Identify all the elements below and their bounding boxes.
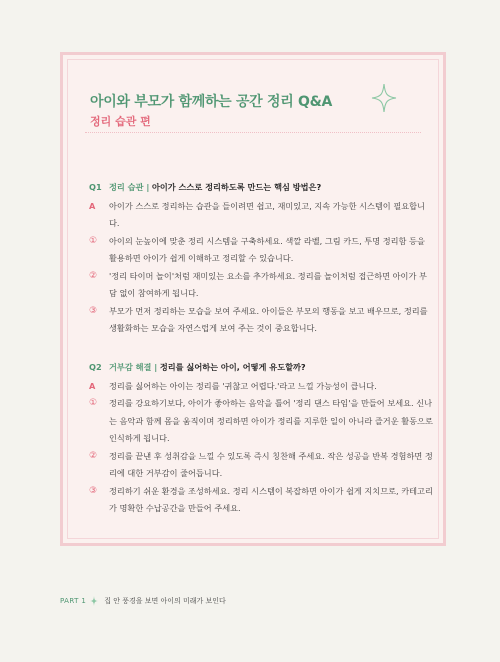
list-item — [89, 233, 433, 268]
card-title: 아이와 부모가 함께하는 공간 정리 Q&A — [90, 94, 333, 110]
answer-row — [89, 378, 433, 396]
question-category: 거부감 해결 | — [109, 362, 158, 372]
question-row — [89, 179, 433, 197]
question-number: Q2 — [89, 362, 102, 372]
footer-chapter-title: 집 안 풍경을 보면 아이의 미래가 보인다 — [104, 597, 226, 605]
qa-block-2 — [89, 359, 433, 518]
title-divider — [85, 132, 421, 133]
question-category: 정리 습관 | — [109, 182, 150, 192]
answer-mark: A — [89, 380, 96, 391]
footer-sparkle-icon — [90, 596, 98, 606]
answer-text: 정리를 싫어하는 아이는 정리를 '귀찮고 어렵다.'라고 느낄 가능성이 큽니다. — [109, 380, 377, 391]
item-number: ② — [89, 450, 98, 461]
qa-block-1 — [89, 179, 433, 338]
item-text: 아이의 눈높이에 맞춘 정리 시스템을 구축하세요. 색깔 라벨, 그림 카드, 투명 정리함 등을 활용하면 아이가 쉽게 이해하고 정리할 수 있습니다. — [109, 235, 425, 263]
list-item — [89, 268, 433, 303]
question-text: 아이가 스스로 정리하도록 만드는 핵심 방법은? — [151, 182, 322, 192]
item-number: ① — [89, 235, 98, 246]
list-item — [89, 448, 433, 483]
list-item — [89, 483, 433, 518]
item-text: 정리를 끝낸 후 성취감을 느낄 수 있도록 즉시 칭찬해 주세요. 작은 성공을 반복 경험하면 정리에 대한 거부감이 줄어듭니다. — [109, 450, 433, 478]
item-text: 부모가 먼저 정리하는 모습을 보여 주세요. 아이들은 부모의 행동을 보고 배우므로, 정리를 생활화하는 모습을 자연스럽게 보여 주는 것이 중요합니다. — [109, 305, 428, 333]
item-number: ③ — [89, 485, 98, 496]
sparkle-icon — [371, 83, 397, 113]
question-row — [89, 359, 433, 377]
item-number: ③ — [89, 305, 98, 316]
question-number: Q1 — [89, 182, 102, 192]
list-item — [89, 303, 433, 338]
answer-row — [89, 198, 433, 233]
list-item — [89, 395, 433, 448]
item-text: '정리 타이머 놀이'처럼 재미있는 요소를 추가하세요. 정리를 놀이처럼 접근하면 아이가 부담 없이 참여하게 됩니다. — [109, 270, 427, 298]
answer-mark: A — [89, 200, 96, 211]
item-number: ① — [89, 398, 98, 408]
answer-text: 아이가 스스로 정리하는 습관을 들이려면 쉽고, 재미있고, 지속 가능한 시스템이 필요합니다. — [109, 200, 425, 228]
question-line — [109, 359, 433, 377]
item-text: 정리를 강요하기보다, 아이가 좋아하는 음악을 틀어 '정리 댄스 타임'을 만들어 보세요. 신나는 음악과 함께 몸을 움직이며 정리하면 아이가 정리를 지루한 일이 아니라 즐거운 활동으로 인식하게 됩니다. — [109, 398, 433, 443]
card-subtitle: 정리 습관 편 — [90, 115, 151, 128]
item-number: ② — [89, 270, 98, 281]
page-footer — [60, 596, 226, 606]
footer-part-label: PART 1 — [60, 597, 87, 605]
qa-card — [60, 52, 446, 546]
item-text: 정리하기 쉬운 환경을 조성하세요. 정리 시스템이 복잡하면 아이가 쉽게 지치므로, 카테고리가 명확한 수납공간을 만들어 주세요. — [109, 485, 433, 513]
question-text: 정리를 싫어하는 아이, 어떻게 유도할까? — [159, 362, 306, 372]
question-line — [109, 179, 433, 197]
